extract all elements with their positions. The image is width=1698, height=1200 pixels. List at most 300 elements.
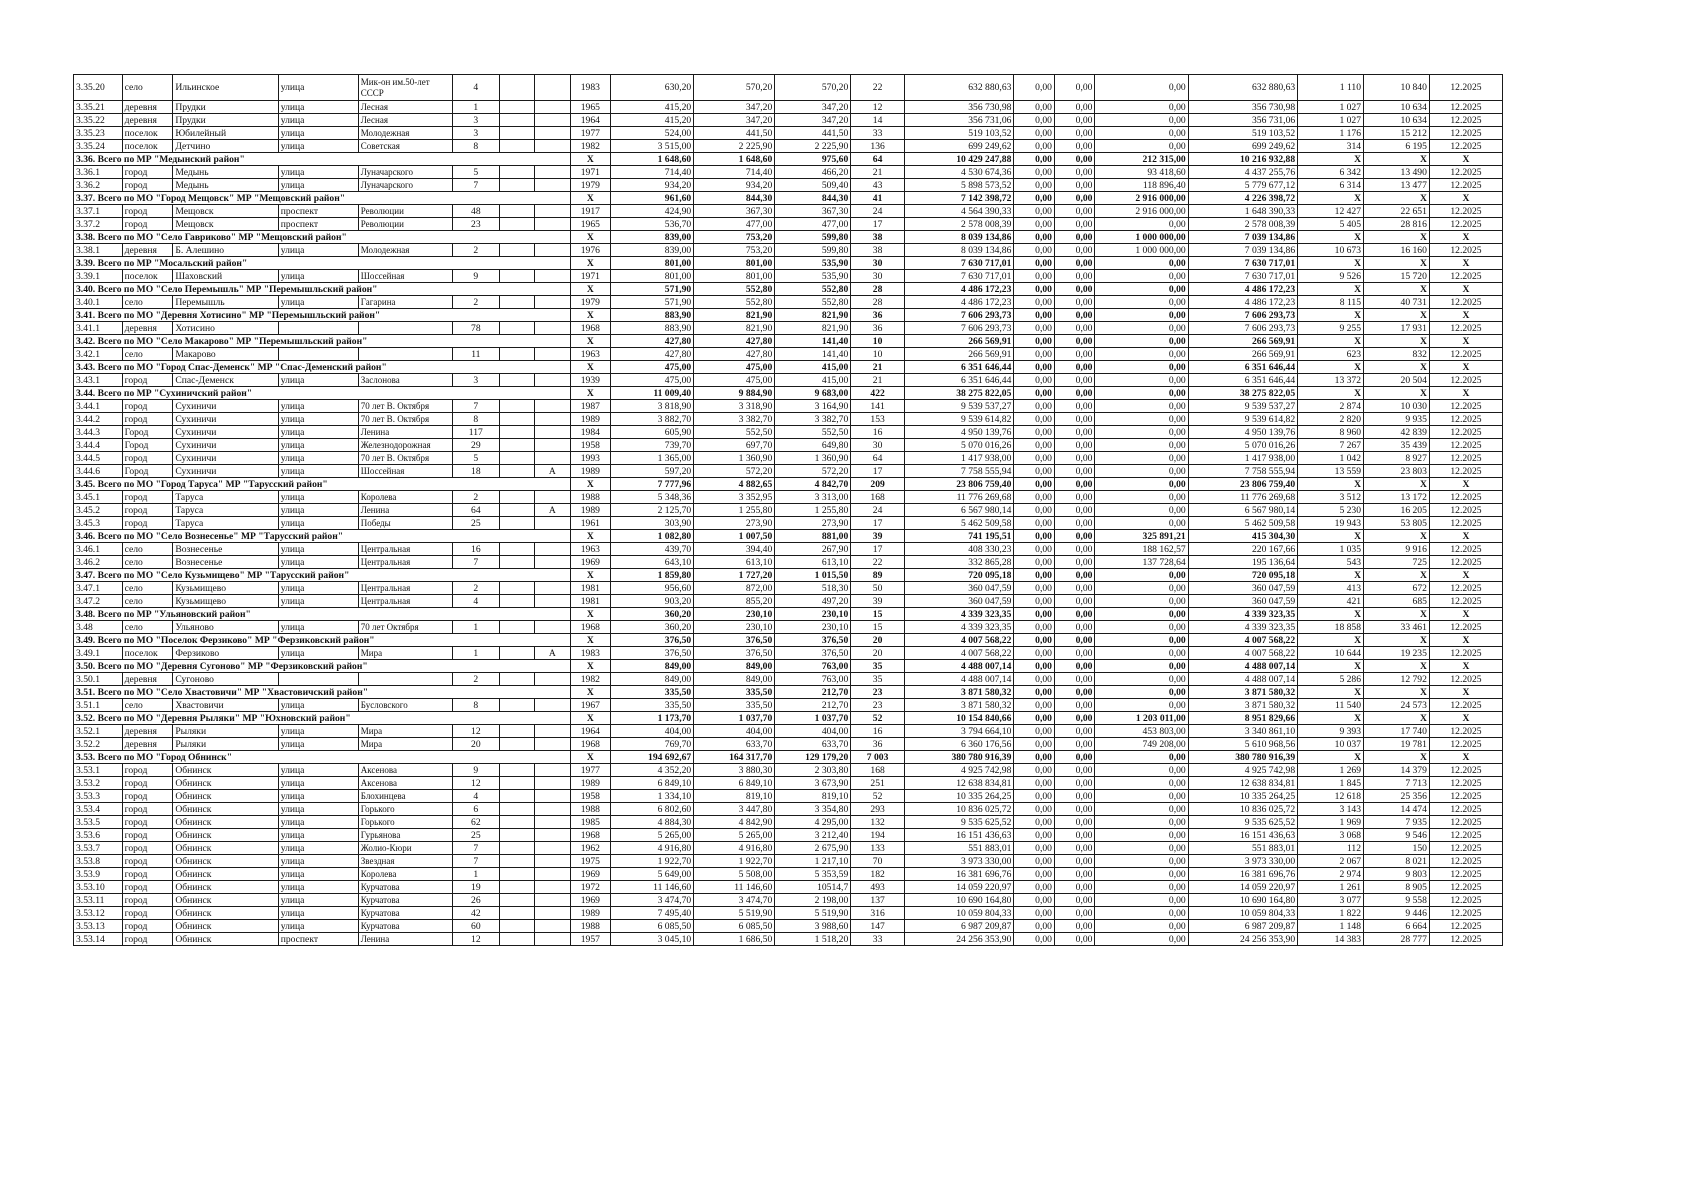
cell-row-number: 3.52.1 <box>74 725 123 738</box>
cell-row-number: 3.53.3 <box>74 790 123 803</box>
cell-residents: 43 <box>851 179 905 192</box>
cell-owners-cost: 6 567 980,14 <box>1188 504 1297 517</box>
cell-building <box>499 699 534 712</box>
cell-unit-cost: 1 027 <box>1298 101 1364 114</box>
cell-local-cost: 0,00 <box>1095 465 1188 478</box>
cell-living-area: 335,50 <box>694 699 775 712</box>
cell-settlement-type: деревня <box>122 738 173 751</box>
cell-building <box>499 426 534 439</box>
cell-fund-cost: 0,00 <box>1014 920 1055 933</box>
cell-street-name: Железнодорожная <box>358 439 452 452</box>
table-row <box>74 920 1503 933</box>
cell-unit-cost: 314 <box>1298 140 1364 153</box>
cell-row-number: 3.51.1 <box>74 699 123 712</box>
cell-regional-cost: 0,00 <box>1054 777 1095 790</box>
cell-local-cost: 0,00 <box>1095 374 1188 387</box>
cell-unit-cost: 1 027 <box>1298 114 1364 127</box>
cell-street-name <box>358 348 452 361</box>
cell-settlement-type: город <box>122 400 173 413</box>
cell-max-unit-cost: 28 816 <box>1364 218 1430 231</box>
subtotal-unit-cost: X <box>1298 257 1364 270</box>
cell-letter <box>535 426 570 439</box>
cell-street-name: Жолио-Кюри <box>358 842 452 855</box>
cell-settlement-type: Город <box>122 426 173 439</box>
cell-owners-cost: 4 007 568,22 <box>1188 647 1297 660</box>
subtotal-unit-cost: X <box>1298 309 1364 322</box>
cell-completion-date: 12.2025 <box>1429 725 1502 738</box>
cell-completion-date: 12.2025 <box>1429 842 1502 855</box>
cell-building <box>499 127 534 140</box>
cell-unit-cost: 9 255 <box>1298 322 1364 335</box>
subtotal-regional-cost: 0,00 <box>1054 361 1095 374</box>
cell-row-number: 3.45.2 <box>74 504 123 517</box>
cell-completion-date: 12.2025 <box>1429 465 1502 478</box>
cell-house-number: 23 <box>453 218 500 231</box>
cell-total-cost: 2 578 008,39 <box>904 218 1013 231</box>
cell-regional-cost: 0,00 <box>1054 296 1095 309</box>
subtotal-total-cost: 23 806 759,40 <box>904 478 1013 491</box>
subtotal-completion-date: X <box>1429 361 1502 374</box>
cell-regional-cost: 0,00 <box>1054 270 1095 283</box>
cell-street-type: проспект <box>278 205 358 218</box>
cell-residential-area: 535,90 <box>775 270 851 283</box>
cell-year-built: 1988 <box>570 491 611 504</box>
cell-letter <box>535 127 570 140</box>
cell-year-built: 1975 <box>570 855 611 868</box>
cell-building <box>499 556 534 569</box>
cell-completion-date: 12.2025 <box>1429 855 1502 868</box>
cell-unit-cost: 112 <box>1298 842 1364 855</box>
cell-street-type <box>278 348 358 361</box>
subtotal-unit-cost: X <box>1298 712 1364 725</box>
cell-street-name: Аксенова <box>358 777 452 790</box>
cell-residential-area: 552,80 <box>775 296 851 309</box>
cell-letter <box>535 556 570 569</box>
subtotal-completion-date: X <box>1429 231 1502 244</box>
table-row <box>74 75 1503 101</box>
cell-residents: 17 <box>851 218 905 231</box>
cell-settlement-name: Обнинск <box>173 816 278 829</box>
cell-building <box>499 140 534 153</box>
subtotal-total-area: 1 859,80 <box>611 569 694 582</box>
cell-letter <box>535 75 570 101</box>
cell-residents: 168 <box>851 764 905 777</box>
cell-residents: 33 <box>851 933 905 946</box>
table-row <box>74 855 1503 868</box>
cell-year-built: 1961 <box>570 517 611 530</box>
cell-residents: 133 <box>851 842 905 855</box>
cell-regional-cost: 0,00 <box>1054 218 1095 231</box>
cell-street-name <box>358 673 452 686</box>
table-row <box>74 543 1503 556</box>
cell-year-built: 1976 <box>570 244 611 257</box>
cell-fund-cost: 0,00 <box>1014 114 1055 127</box>
cell-year-built: 1984 <box>570 426 611 439</box>
subtotal-total-cost: 4 488 007,14 <box>904 660 1013 673</box>
cell-total-area: 475,00 <box>611 374 694 387</box>
cell-settlement-type: деревня <box>122 101 173 114</box>
cell-street-name: Центральная <box>358 595 452 608</box>
cell-house-number: 19 <box>453 881 500 894</box>
cell-total-area: 839,00 <box>611 244 694 257</box>
cell-settlement-name: Обнинск <box>173 881 278 894</box>
cell-fund-cost: 0,00 <box>1014 296 1055 309</box>
subtotal-label: 3.46. Всего по МО "Село Вознесенье" МР "Тарусский район" <box>74 530 571 543</box>
cell-residential-area: 3 354,80 <box>775 803 851 816</box>
cell-settlement-name: Прудки <box>173 114 278 127</box>
subtotal-max-unit-cost: X <box>1364 387 1430 400</box>
cell-completion-date: 12.2025 <box>1429 764 1502 777</box>
cell-letter <box>535 179 570 192</box>
subtotal-label: 3.39. Всего по МР "Мосальский район" <box>74 257 571 270</box>
cell-house-number: 64 <box>453 504 500 517</box>
cell-regional-cost: 0,00 <box>1054 101 1095 114</box>
cell-regional-cost: 0,00 <box>1054 556 1095 569</box>
cell-max-unit-cost: 19 781 <box>1364 738 1430 751</box>
cell-settlement-name: Обнинск <box>173 842 278 855</box>
cell-row-number: 3.39.1 <box>74 270 123 283</box>
subtotal-completion-date: X <box>1429 751 1502 764</box>
cell-house-number: 18 <box>453 465 500 478</box>
subtotal-year-built: X <box>570 751 611 764</box>
cell-street-name: Аксенова <box>358 764 452 777</box>
subtotal-residents: 38 <box>851 231 905 244</box>
table-row <box>74 439 1503 452</box>
subtotal-living-area: 1 037,70 <box>694 712 775 725</box>
cell-building <box>499 595 534 608</box>
subtotal-completion-date: X <box>1429 608 1502 621</box>
cell-regional-cost: 0,00 <box>1054 140 1095 153</box>
cell-settlement-type: село <box>122 595 173 608</box>
cell-total-cost: 551 883,01 <box>904 842 1013 855</box>
cell-street-type: улица <box>278 270 358 283</box>
subtotal-total-area: 335,50 <box>611 686 694 699</box>
subtotal-owners-cost: 23 806 759,40 <box>1188 478 1297 491</box>
subtotal-living-area: 1 727,20 <box>694 569 775 582</box>
cell-completion-date: 12.2025 <box>1429 517 1502 530</box>
cell-street-name: Мира <box>358 738 452 751</box>
table-row <box>74 803 1503 816</box>
subtotal-year-built: X <box>570 478 611 491</box>
cell-row-number: 3.47.1 <box>74 582 123 595</box>
cell-residents: 30 <box>851 439 905 452</box>
cell-row-number: 3.46.2 <box>74 556 123 569</box>
cell-house-number: 1 <box>453 868 500 881</box>
cell-house-number: 7 <box>453 855 500 868</box>
cell-max-unit-cost: 28 777 <box>1364 933 1430 946</box>
cell-settlement-name: Обнинск <box>173 894 278 907</box>
cell-house-number: 1 <box>453 101 500 114</box>
cell-unit-cost: 10 037 <box>1298 738 1364 751</box>
subtotal-row <box>74 231 1503 244</box>
cell-building <box>499 816 534 829</box>
cell-residents: 28 <box>851 296 905 309</box>
cell-fund-cost: 0,00 <box>1014 205 1055 218</box>
cell-owners-cost: 360 047,59 <box>1188 582 1297 595</box>
cell-house-number: 12 <box>453 933 500 946</box>
cell-total-area: 427,80 <box>611 348 694 361</box>
cell-unit-cost: 5 230 <box>1298 504 1364 517</box>
cell-living-area: 3 880,30 <box>694 764 775 777</box>
table-row <box>74 517 1503 530</box>
cell-settlement-name: Таруса <box>173 504 278 517</box>
subtotal-total-area: 360,20 <box>611 608 694 621</box>
cell-local-cost: 0,00 <box>1095 439 1188 452</box>
cell-letter <box>535 725 570 738</box>
subtotal-max-unit-cost: X <box>1364 569 1430 582</box>
cell-regional-cost: 0,00 <box>1054 621 1095 634</box>
cell-living-area: 347,20 <box>694 114 775 127</box>
cell-building <box>499 894 534 907</box>
subtotal-completion-date: X <box>1429 712 1502 725</box>
subtotal-total-cost: 4 486 172,23 <box>904 283 1013 296</box>
cell-settlement-name: Обнинск <box>173 764 278 777</box>
cell-year-built: 1969 <box>570 556 611 569</box>
subtotal-local-cost: 0,00 <box>1095 569 1188 582</box>
cell-street-name: Звездная <box>358 855 452 868</box>
cell-owners-cost: 551 883,01 <box>1188 842 1297 855</box>
cell-total-cost: 356 730,98 <box>904 101 1013 114</box>
cell-living-area: 934,20 <box>694 179 775 192</box>
cell-letter <box>535 322 570 335</box>
cell-total-area: 4 884,30 <box>611 816 694 829</box>
cell-living-area: 1 686,50 <box>694 933 775 946</box>
subtotal-residential-area: 141,40 <box>775 335 851 348</box>
subtotal-unit-cost: X <box>1298 634 1364 647</box>
cell-settlement-type: деревня <box>122 114 173 127</box>
cell-settlement-type: город <box>122 491 173 504</box>
cell-living-area: 552,50 <box>694 426 775 439</box>
cell-street-type: улица <box>278 920 358 933</box>
cell-settlement-type: поселок <box>122 270 173 283</box>
cell-unit-cost: 1 261 <box>1298 881 1364 894</box>
subtotal-residential-area: 376,50 <box>775 634 851 647</box>
cell-owners-cost: 4 925 742,98 <box>1188 764 1297 777</box>
cell-living-area: 376,50 <box>694 647 775 660</box>
cell-total-area: 360,20 <box>611 621 694 634</box>
subtotal-total-area: 1 648,60 <box>611 153 694 166</box>
cell-total-area: 303,90 <box>611 517 694 530</box>
cell-row-number: 3.49.1 <box>74 647 123 660</box>
cell-local-cost: 0,00 <box>1095 595 1188 608</box>
cell-street-type: улица <box>278 75 358 101</box>
cell-total-cost: 10 335 264,25 <box>904 790 1013 803</box>
cell-total-area: 7 495,40 <box>611 907 694 920</box>
cell-unit-cost: 8 115 <box>1298 296 1364 309</box>
cell-row-number: 3.42.1 <box>74 348 123 361</box>
cell-year-built: 1957 <box>570 933 611 946</box>
cell-street-type: улица <box>278 725 358 738</box>
cell-street-type: улица <box>278 764 358 777</box>
cell-house-number: 9 <box>453 270 500 283</box>
cell-fund-cost: 0,00 <box>1014 166 1055 179</box>
cell-settlement-name: Б. Алешино <box>173 244 278 257</box>
cell-street-type: улица <box>278 894 358 907</box>
cell-settlement-name: Хотисино <box>173 322 278 335</box>
cell-row-number: 3.36.2 <box>74 179 123 192</box>
cell-local-cost: 749 208,00 <box>1095 738 1188 751</box>
cell-residential-area: 763,00 <box>775 673 851 686</box>
cell-street-type: улица <box>278 595 358 608</box>
subtotal-living-area: 552,80 <box>694 283 775 296</box>
subtotal-total-cost: 38 275 822,05 <box>904 387 1013 400</box>
subtotal-label: 3.38. Всего по МО "Село Гавриково" МР "Мещовский район" <box>74 231 571 244</box>
cell-owners-cost: 3 871 580,32 <box>1188 699 1297 712</box>
subtotal-total-area: 376,50 <box>611 634 694 647</box>
cell-residential-area: 1 360,90 <box>775 452 851 465</box>
cell-regional-cost: 0,00 <box>1054 816 1095 829</box>
cell-total-area: 335,50 <box>611 699 694 712</box>
cell-house-number: 1 <box>453 647 500 660</box>
cell-year-built: 1958 <box>570 790 611 803</box>
subtotal-label: 3.52. Всего по МО "Деревня Рыляки" МР "Юхновский район" <box>74 712 571 725</box>
cell-settlement-name: Сухиничи <box>173 465 278 478</box>
subtotal-unit-cost: X <box>1298 608 1364 621</box>
cell-house-number: 62 <box>453 816 500 829</box>
cell-row-number: 3.35.24 <box>74 140 123 153</box>
cell-letter <box>535 621 570 634</box>
cell-settlement-type: город <box>122 829 173 842</box>
cell-local-cost: 0,00 <box>1095 413 1188 426</box>
subtotal-local-cost: 0,00 <box>1095 309 1188 322</box>
cell-letter <box>535 296 570 309</box>
cell-building <box>499 764 534 777</box>
subtotal-residents: 64 <box>851 153 905 166</box>
cell-fund-cost: 0,00 <box>1014 413 1055 426</box>
subtotal-unit-cost: X <box>1298 283 1364 296</box>
cell-local-cost: 1 000 000,00 <box>1095 244 1188 257</box>
cell-total-cost: 6 567 980,14 <box>904 504 1013 517</box>
subtotal-residential-area: 763,00 <box>775 660 851 673</box>
cell-building <box>499 374 534 387</box>
cell-regional-cost: 0,00 <box>1054 426 1095 439</box>
subtotal-total-cost: 7 142 398,72 <box>904 192 1013 205</box>
cell-street-name: Заслонова <box>358 374 452 387</box>
cell-completion-date: 12.2025 <box>1429 491 1502 504</box>
subtotal-unit-cost: X <box>1298 335 1364 348</box>
cell-letter <box>535 868 570 881</box>
cell-settlement-name: Обнинск <box>173 790 278 803</box>
cell-unit-cost: 6 314 <box>1298 179 1364 192</box>
cell-fund-cost: 0,00 <box>1014 179 1055 192</box>
subtotal-completion-date: X <box>1429 153 1502 166</box>
table-row <box>74 595 1503 608</box>
cell-total-cost: 10 059 804,33 <box>904 907 1013 920</box>
cell-owners-cost: 220 167,66 <box>1188 543 1297 556</box>
cell-unit-cost: 9 526 <box>1298 270 1364 283</box>
cell-letter <box>535 842 570 855</box>
cell-fund-cost: 0,00 <box>1014 764 1055 777</box>
cell-owners-cost: 4 437 255,76 <box>1188 166 1297 179</box>
cell-local-cost: 0,00 <box>1095 400 1188 413</box>
cell-residential-area: 3 673,90 <box>775 777 851 790</box>
cell-total-cost: 10 836 025,72 <box>904 803 1013 816</box>
cell-completion-date: 12.2025 <box>1429 348 1502 361</box>
cell-house-number: 7 <box>453 400 500 413</box>
subtotal-completion-date: X <box>1429 335 1502 348</box>
cell-settlement-type: город <box>122 816 173 829</box>
cell-building <box>499 348 534 361</box>
subtotal-owners-cost: 4 226 398,72 <box>1188 192 1297 205</box>
cell-total-cost: 16 381 696,76 <box>904 868 1013 881</box>
cell-row-number: 3.44.1 <box>74 400 123 413</box>
cell-max-unit-cost: 20 504 <box>1364 374 1430 387</box>
cell-building <box>499 621 534 634</box>
cell-total-area: 597,20 <box>611 465 694 478</box>
subtotal-completion-date: X <box>1429 309 1502 322</box>
cell-row-number: 3.53.7 <box>74 842 123 855</box>
cell-building <box>499 790 534 803</box>
cell-street-type: улица <box>278 868 358 881</box>
subtotal-residential-area: 230,10 <box>775 608 851 621</box>
cell-residential-area: 518,30 <box>775 582 851 595</box>
cell-street-type: улица <box>278 179 358 192</box>
cell-street-name: Лесная <box>358 101 452 114</box>
cell-building <box>499 296 534 309</box>
cell-residential-area: 376,50 <box>775 647 851 660</box>
cell-street-type: улица <box>278 127 358 140</box>
cell-local-cost: 0,00 <box>1095 426 1188 439</box>
cell-living-area: 273,90 <box>694 517 775 530</box>
cell-living-area: 441,50 <box>694 127 775 140</box>
cell-unit-cost: 543 <box>1298 556 1364 569</box>
cell-fund-cost: 0,00 <box>1014 348 1055 361</box>
cell-street-type: улица <box>278 452 358 465</box>
cell-total-cost: 4 486 172,23 <box>904 296 1013 309</box>
table-row <box>74 647 1503 660</box>
cell-total-area: 2 125,70 <box>611 504 694 517</box>
cell-fund-cost: 0,00 <box>1014 725 1055 738</box>
subtotal-living-area: 9 884,90 <box>694 387 775 400</box>
cell-local-cost: 0,00 <box>1095 647 1188 660</box>
cell-residents: 137 <box>851 894 905 907</box>
cell-row-number: 3.44.3 <box>74 426 123 439</box>
cell-building <box>499 465 534 478</box>
cell-house-number: 3 <box>453 127 500 140</box>
cell-settlement-type: город <box>122 179 173 192</box>
subtotal-residents: 15 <box>851 608 905 621</box>
cell-residential-area: 5 353,59 <box>775 868 851 881</box>
cell-local-cost: 0,00 <box>1095 764 1188 777</box>
cell-residents: 251 <box>851 777 905 790</box>
cell-living-area: 552,80 <box>694 296 775 309</box>
cell-residential-area: 2 675,90 <box>775 842 851 855</box>
cell-house-number: 2 <box>453 491 500 504</box>
subtotal-completion-date: X <box>1429 569 1502 582</box>
cell-residential-area: 613,10 <box>775 556 851 569</box>
cell-year-built: 1989 <box>570 777 611 790</box>
cell-street-name <box>358 322 452 335</box>
cell-residents: 153 <box>851 413 905 426</box>
cell-living-area: 2 225,90 <box>694 140 775 153</box>
cell-letter <box>535 907 570 920</box>
subtotal-residential-area: 129 179,20 <box>775 751 851 764</box>
cell-letter <box>535 764 570 777</box>
cell-settlement-name: Ульяново <box>173 621 278 634</box>
cell-owners-cost: 7 630 717,01 <box>1188 270 1297 283</box>
table-row <box>74 465 1503 478</box>
cell-unit-cost: 12 427 <box>1298 205 1364 218</box>
cell-total-area: 404,00 <box>611 725 694 738</box>
cell-max-unit-cost: 725 <box>1364 556 1430 569</box>
subtotal-row <box>74 192 1503 205</box>
subtotal-fund-cost: 0,00 <box>1014 608 1055 621</box>
cell-max-unit-cost: 672 <box>1364 582 1430 595</box>
cell-unit-cost: 1 822 <box>1298 907 1364 920</box>
subtotal-residential-area: 535,90 <box>775 257 851 270</box>
cell-unit-cost: 1 969 <box>1298 816 1364 829</box>
cell-total-area: 5 348,36 <box>611 491 694 504</box>
